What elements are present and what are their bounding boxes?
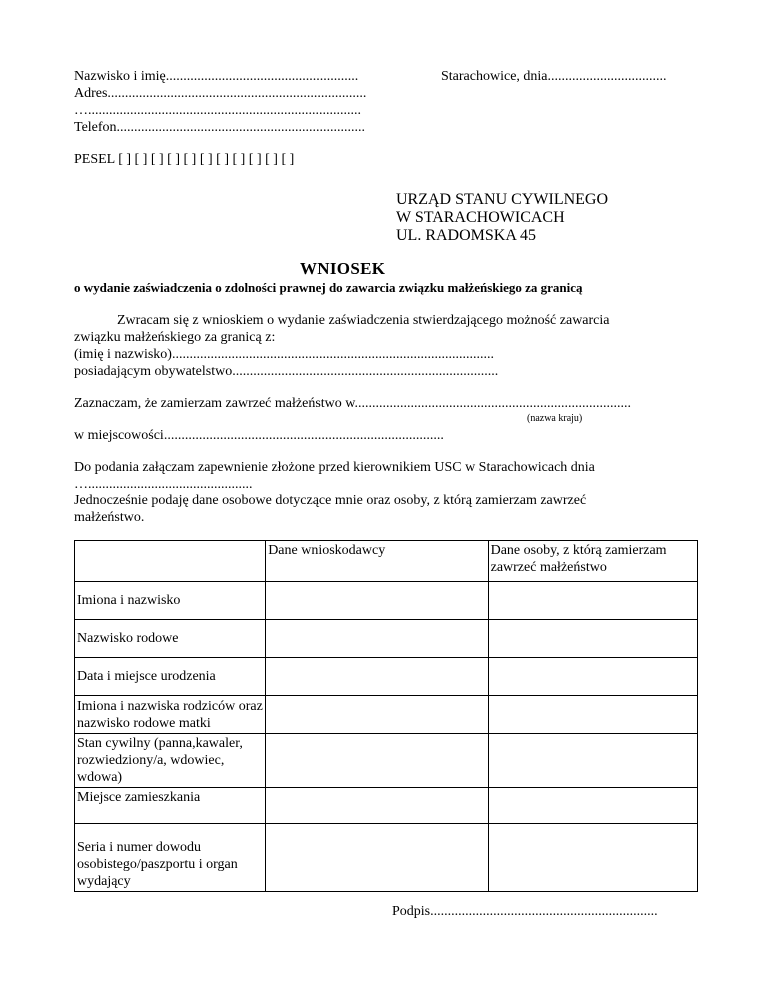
office-line-3: UL. RADOMSKA 45 [396, 227, 537, 244]
request-line-1: Zwracam się z wnioskiem o wydanie zaświadczenia stwierdzającego możność zawarcia [117, 313, 610, 328]
row-label-names: Imiona i nazwisko [75, 582, 266, 620]
table-header-partner: Dane osoby, z którą zamierzam zawrzeć małżeństwo [488, 541, 697, 582]
applicant-residence-cell[interactable] [266, 788, 488, 824]
document-subtitle: o wydanie zaświadczenia o zdolności prawnej do zawarcia związku małżeńskiego za granicą [74, 280, 583, 295]
partner-id-cell[interactable] [488, 824, 697, 892]
citizenship-line: posiadającym obywatelstwo............................................................................ [74, 364, 499, 379]
table-header-applicant: Dane wnioskodawcy [266, 541, 488, 582]
applicant-birth-cell[interactable] [266, 658, 488, 696]
row-label-family-name: Nazwisko rodowe [75, 620, 266, 658]
applicant-marital-status-cell[interactable] [266, 734, 488, 788]
partner-birth-cell[interactable] [488, 658, 697, 696]
partner-marital-status-cell[interactable] [488, 734, 697, 788]
table-row [75, 620, 698, 658]
table-row [75, 696, 698, 734]
signature-line: Podpis................................................................. [392, 904, 658, 919]
row-label-residence: Miejsce zamieszkania [75, 788, 266, 824]
table-header-row [75, 541, 698, 582]
applicant-phone-line: Telefon....................................................................... [74, 120, 366, 135]
table-row [75, 658, 698, 696]
attachment-date-line: …............................................... [74, 477, 253, 492]
table-row [75, 582, 698, 620]
row-label-marital-status: Stan cywilny (panna,kawaler, rozwiedziony/a, wdowiec, wdowa) [75, 734, 266, 788]
city-line: w miejscowości................................................................................ [74, 428, 444, 443]
office-line-2: W STARACHOWICACH [396, 209, 565, 226]
partner-residence-cell[interactable] [488, 788, 697, 824]
applicant-id-cell[interactable] [266, 824, 488, 892]
applicant-family-name-cell[interactable] [266, 620, 488, 658]
table-header-empty [75, 541, 266, 582]
partner-family-name-cell[interactable] [488, 620, 697, 658]
applicant-address-line: Adres.......................................................................... [74, 86, 367, 101]
row-label-birth: Data i miejsce urodzenia [75, 658, 266, 696]
table-row [75, 788, 698, 824]
document-title: WNIOSEK [300, 259, 386, 278]
request-line-2: związku małżeńskiego za granicą z: [74, 330, 276, 345]
row-label-parents: Imiona i nazwiska rodziców oraz nazwisko rodowe matki [75, 696, 266, 734]
attachment-line-4: małżeństwo. [74, 510, 145, 525]
attachment-line-1: Do podania załączam zapewnienie złożone przed kierownikiem USC w Starachowicach dnia [74, 460, 595, 475]
applicant-name-line: Nazwisko i imię....................................................... [74, 69, 359, 84]
partner-parents-cell[interactable] [488, 696, 697, 734]
partner-names-cell[interactable] [488, 582, 697, 620]
office-line-1: URZĄD STANU CYWILNEGO [396, 191, 609, 208]
applicant-parents-cell[interactable] [266, 696, 488, 734]
applicant-address-line-2: ….............................................................................. [74, 103, 361, 118]
place-date-line: Starachowice, dnia.................................. [441, 69, 667, 84]
personal-data-table [74, 540, 698, 892]
country-hint: (nazwa kraju) [527, 413, 583, 424]
table-row [75, 824, 698, 892]
attachment-line-3: Jednocześnie podaję dane osobowe dotyczące mnie oraz osoby, z którą zamierzam zawrzeć [74, 493, 587, 508]
country-line: Zaznaczam, że zamierzam zawrzeć małżeństwo w............................................................................... [74, 396, 631, 411]
pesel-field: PESEL [ ] [ ] [ ] [ ] [ ] [ ] [ ] [ ] [ ] [ ] [ ] [74, 152, 295, 167]
applicant-names-cell[interactable] [266, 582, 488, 620]
row-label-id-document: Seria i numer dowodu osobistego/paszportu i organ wydający [75, 824, 266, 892]
spouse-name-line: (imię i nazwisko)............................................................................................ [74, 347, 494, 362]
table-row [75, 734, 698, 788]
